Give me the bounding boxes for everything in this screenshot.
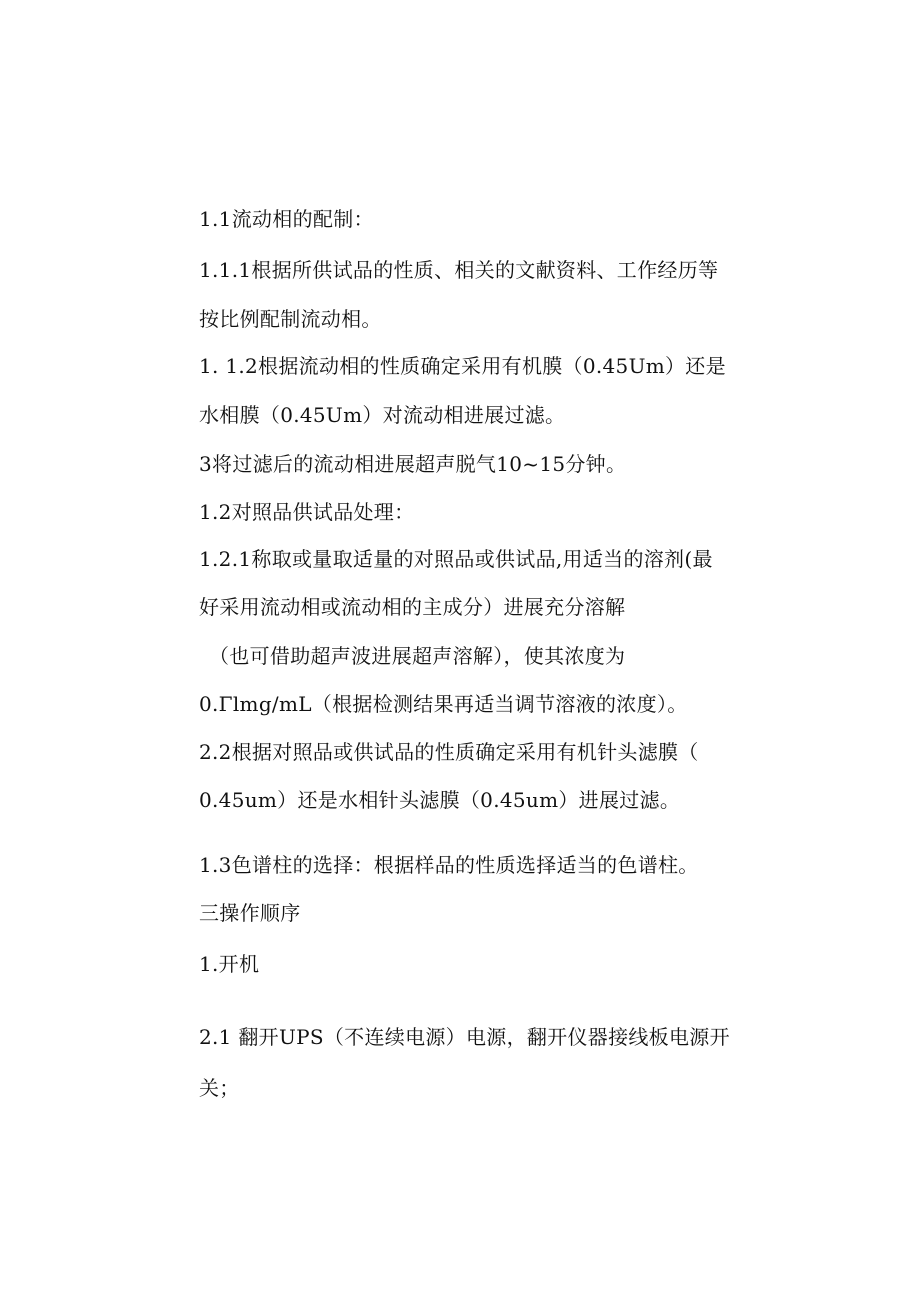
paragraph-line: 0.Γlmg/mL（根据检测结果再适当调节溶液的浓度）。	[199, 692, 688, 716]
paragraph-line: 0.45um）还是水相针头滤膜（0.45um）进展过滤。	[199, 788, 681, 812]
paragraph-line: 1. 1.2根据流动相的性质确定采用有机膜（0.45Um）还是	[199, 354, 726, 378]
paragraph-line: 按比例配制流动相。	[199, 307, 382, 331]
heading-sample-treatment: 1.2对照品供试品处理：	[199, 500, 415, 524]
paragraph-line: 2.1 翻开UPS（不连续电源）电源，翻开仪器接线板电源开	[199, 1025, 730, 1049]
paragraph-line: 好采用流动相或流动相的主成分）进展充分溶解	[199, 595, 626, 619]
paragraph-line: 1.1.1根据所供试品的性质、相关的文献资料、工作经历等	[199, 258, 719, 282]
paragraph-line: 2.2根据对照品或供试品的性质确定采用有机针头滤膜（	[199, 740, 699, 764]
paragraph-line: 水相膜（0.45Um）对流动相进展过滤。	[199, 403, 566, 427]
heading-column-selection: 1.3色谱柱的选择：根据样品的性质选择适当的色谱柱。	[199, 853, 699, 877]
paragraph-line: 关；	[199, 1076, 240, 1100]
paragraph-line: 3将过滤后的流动相进展超声脱气10~15分钟。	[199, 452, 627, 476]
heading-mobile-phase-preparation: 1.1流动相的配制：	[199, 207, 374, 231]
heading-power-on: 1.开机	[199, 952, 260, 976]
paragraph-line: （也可借助超声波进展超声溶解），使其浓度为	[209, 644, 626, 668]
heading-operation-sequence: 三操作顺序	[199, 901, 301, 925]
paragraph-line: 1.2.1称取或量取适量的对照品或供试品,用适当的溶剂(最	[199, 547, 713, 571]
